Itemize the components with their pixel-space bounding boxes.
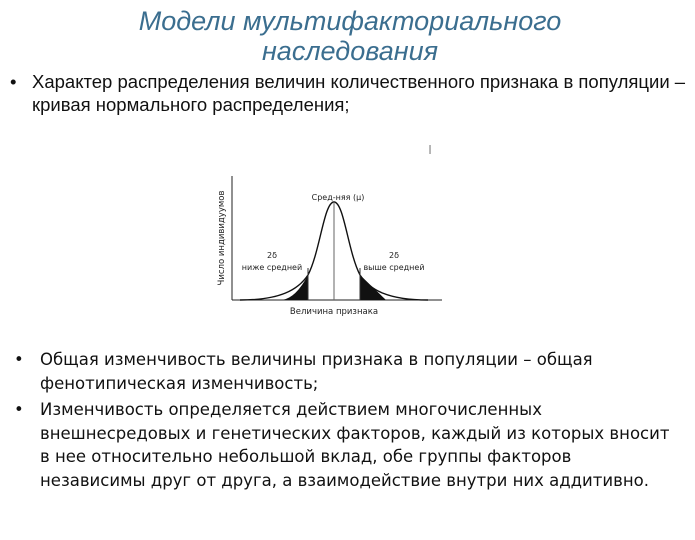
normal-distribution-figure xyxy=(210,140,445,325)
left-tail-label-top: 2δ xyxy=(267,251,277,260)
intro-bullet xyxy=(10,70,690,116)
mean-label: Сред-няя (μ) xyxy=(311,193,365,202)
normal-curve-diagram xyxy=(210,140,445,325)
x-axis-label: Величина признака xyxy=(289,307,379,317)
right-tail-label-bottom: выше средней xyxy=(363,263,425,272)
intro-bullet-text: Характер распределения величин количественного признака в популяции – кривая нормального распределения; xyxy=(32,71,686,115)
tick-mark: | xyxy=(428,145,432,155)
bullet-dot: • xyxy=(14,400,24,419)
list-item xyxy=(10,398,680,492)
slide-title: Модели мультифакториального наследования xyxy=(138,6,562,66)
bottom-bullet-list xyxy=(10,348,680,495)
bullet-dot: • xyxy=(10,71,17,92)
left-tail-label-bottom: ниже средней xyxy=(241,263,303,272)
list-item xyxy=(10,348,680,395)
y-axis-label: Число индивидуумов xyxy=(217,190,227,286)
bullet-dot: • xyxy=(14,350,24,369)
list-item-text: Общая изменчивость величины признака в популяции – общая фенотипическая изменчивость; xyxy=(40,350,593,393)
list-item-text: Изменчивость определяется действием многочисленных внешнесредовых и генетических факторов, каждый из которых вносит в нее относительно небольшой вклад, обе группы факторов независимы друг от друга, а взаимодействие внутри них аддитивно. xyxy=(40,400,670,490)
right-tail-label-top: 2δ xyxy=(389,251,399,260)
